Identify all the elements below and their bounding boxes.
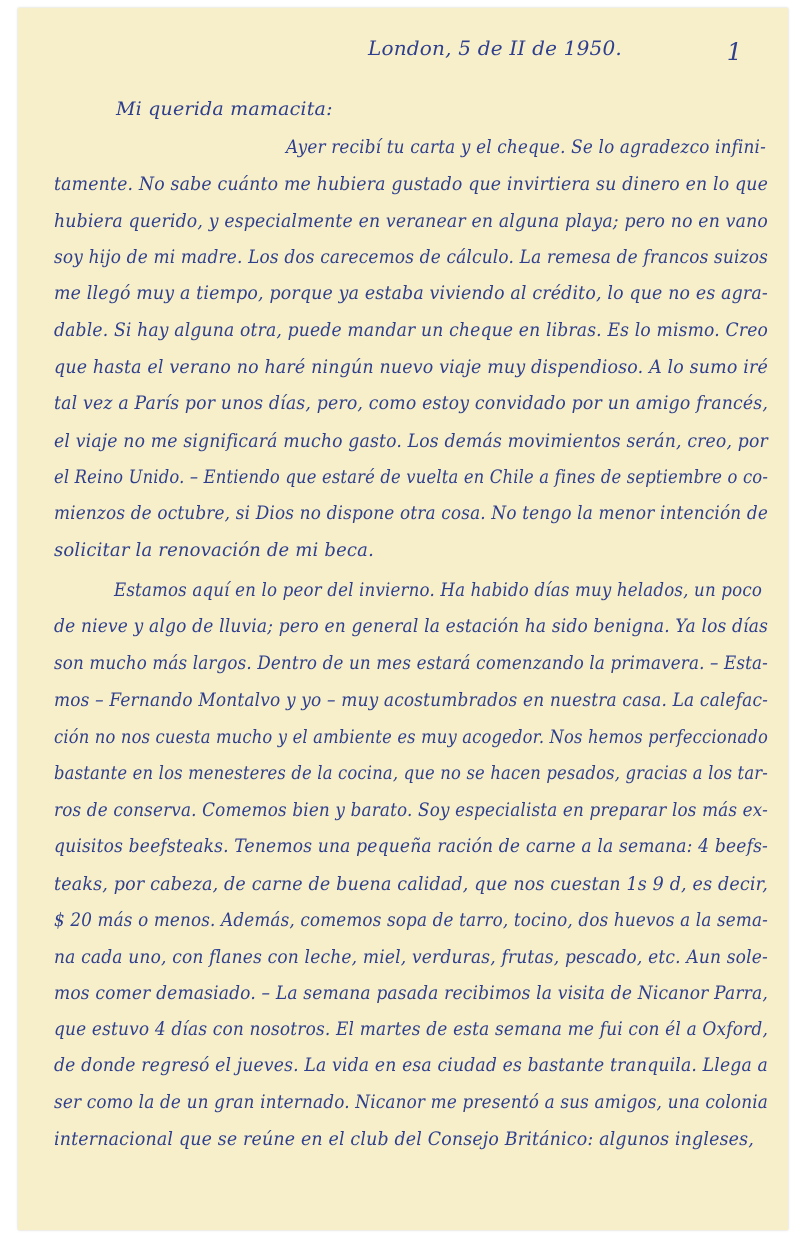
letter-line: teaks, por cabeza, de carne de buena calidad, que nos cuestan 1s 9 d, es decir, [54,873,768,895]
letter-line: soy hijo de mi madre. Los dos carecemos de cálculo. La remesa de francos suizos [54,246,769,268]
letter-body [18,8,788,1230]
letter-line: son mucho más largos. Dentro de un mes estará comenzando la primavera. – Esta- [54,652,768,674]
letter-line: que estuvo 4 días con nosotros. El martes de esta semana me fui con él a Oxford, [54,1018,769,1040]
letter-line: me llegó muy a tiempo, porque ya estaba viviendo al crédito, lo que no es agra- [54,282,768,304]
letter-line: de nieve y algo de lluvia; pero en general la estación ha sido benigna. Ya los días [54,615,768,637]
letter-line: el Reino Unido. – Entiendo que estaré de vuelta en Chile a fines de septiembre o co- [54,466,769,488]
letter-line: ser como la de un gran internado. Nicanor me presentó a sus amigos, una colonia [54,1091,769,1113]
page-number: 1 [726,38,742,66]
letter-line: $ 20 más o menos. Además, comemos sopa de tarro, tocino, dos huevos a la sema- [54,909,768,931]
letter-line: ros de conserva. Comemos bien y barato. Soy especialista en preparar los más ex- [54,799,768,821]
letter-line: el viaje no me significará mucho gasto. Los demás movimientos serán, creo, por [54,430,768,452]
letter-line: mos – Fernando Montalvo y yo – muy acostumbrados en nuestra casa. La calefac- [54,689,769,711]
letter-line: ción no nos cuesta mucho y el ambiente es muy acogedor. Nos hemos perfeccionado [54,726,769,748]
letter-page [18,8,788,1230]
letter-line: dable. Si hay alguna otra, puede mandar un cheque en libras. Es lo mismo. Creo [54,319,769,341]
letter-line: tamente. No sabe cuánto me hubiera gustado que invirtiera su dinero en lo que [54,173,769,195]
letter-line: Ayer recibí tu carta y el cheque. Se lo agradezco infini- [286,136,766,158]
letter-line: mienzos de octubre, si Dios no dispone otra cosa. No tengo la menor intención de [54,502,769,524]
letter-line: hubiera querido, y especialmente en veranear en alguna playa; pero no en vano [54,210,768,232]
letter-line: na cada uno, con flanes con leche, miel, verduras, frutas, pescado, etc. Aun sole- [54,946,768,968]
letter-line: tal vez a París por unos días, pero, como estoy convidado por un amigo francés, [54,392,769,414]
letter-line: que hasta el verano no haré ningún nuevo viaje muy dispendioso. A lo sumo iré [54,356,768,378]
salutation: Mi querida mamacita: [116,98,333,120]
letter-line: quisitos beefsteaks. Tenemos una pequeña ración de carne a la semana: 4 beefs- [54,835,769,857]
letter-line: bastante en los menesteres de la cocina, que no se hacen pesados, gracias a los tar- [54,762,768,784]
letter-line: de donde regresó el jueves. La vida en esa ciudad es bastante tranquila. Llega a [54,1054,768,1076]
letter-line: internacional que se reúne en el club del Consejo Británico: algunos ingleses, [54,1128,754,1150]
letter-line: Estamos aquí en lo peor del invierno. Ha habido días muy helados, un poco [114,579,763,601]
place-date: London, 5 de II de 1950. [368,36,622,60]
letter-line: solicitar la renovación de mi beca. [54,539,375,561]
letter-line: mos comer demasiado. – La semana pasada recibimos la visita de Nicanor Parra, [54,982,768,1004]
